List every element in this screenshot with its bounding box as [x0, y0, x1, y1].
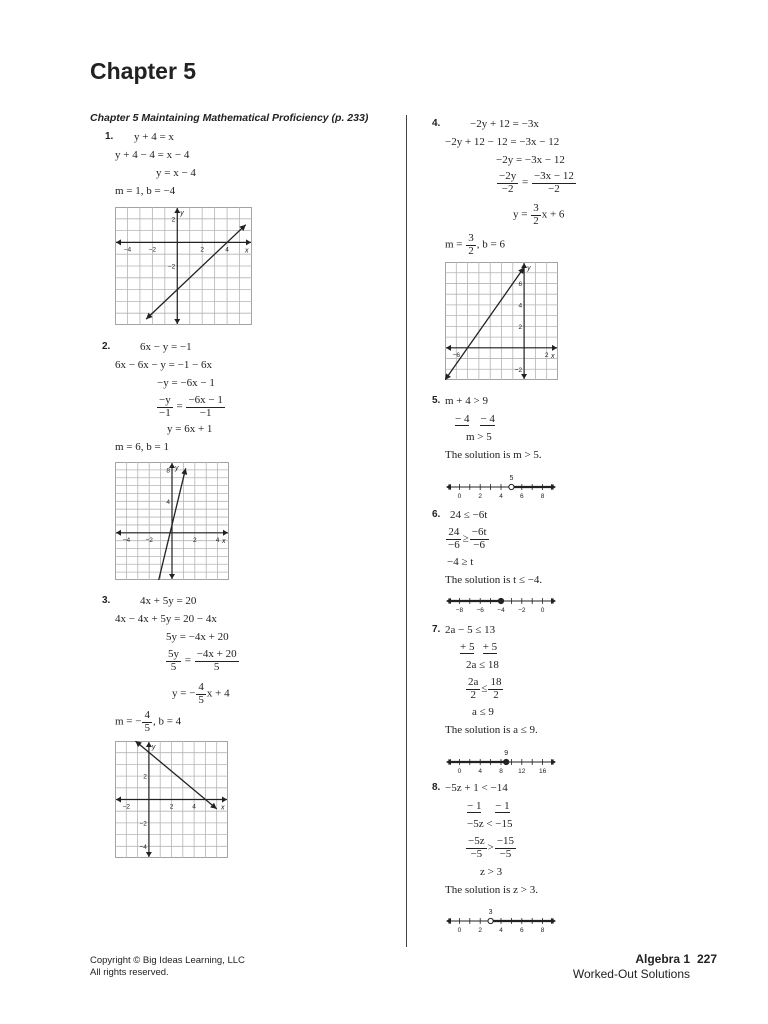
copyright-text: Copyright © Big Ideas Learning, LLC [90, 955, 245, 966]
problem-1-line-1: y + 4 = x [134, 131, 174, 143]
problem-6-solution: The solution is t ≤ −4. [445, 574, 543, 586]
number-line-arrow [446, 598, 451, 604]
endpoint-label: 9 [504, 750, 509, 757]
problem-4-line-2: −2y + 12 − 12 = −3x − 12 [445, 136, 560, 148]
problem-6-number: 6. [432, 509, 441, 520]
problem-6-line-1: 24 ≤ −6t [450, 509, 488, 521]
y-tick-label: 2 [143, 773, 147, 781]
number-line-arrow [551, 759, 556, 765]
number-line-tick-label: 2 [478, 927, 483, 934]
problem-1-line-2: y + 4 − 4 = x − 4 [115, 149, 190, 161]
y-tick-label: 4 [166, 498, 170, 506]
endpoint-label: 5 [509, 475, 514, 482]
problem-8-line-3: −5z < −15 [467, 818, 513, 830]
x-tick-label: −6 [452, 351, 461, 359]
problem-5-line-3: m > 5 [466, 431, 492, 443]
y-axis-label: y [527, 265, 531, 272]
problem-4-line-3: −2y = −3x − 12 [496, 154, 565, 166]
problem-1-line-4: m = 1, b = −4 [115, 185, 176, 197]
problem-8-line-1: −5z + 1 < −14 [445, 782, 508, 794]
number-line-tick-label: 4 [499, 493, 503, 500]
y-tick-label: −2 [167, 263, 176, 271]
number-line-tick-label: 4 [478, 768, 483, 775]
x-tick-label: −4 [122, 536, 131, 544]
problem-6-number-line [445, 590, 557, 614]
x-axis-label: x [551, 352, 555, 360]
problem-3-slope-line: y = − $\frac{4}{5}$ x + 4 [172, 681, 230, 706]
number-line-arrow [551, 598, 556, 604]
problem-8-line-5: z > 3 [480, 866, 503, 878]
problem-2-number: 2. [102, 341, 111, 352]
y-tick-label: −2 [139, 820, 147, 828]
problem-4-fraction-line: $\frac{-2y}{-2}$ = $\frac{-3x - 12}{-2}$ [499, 170, 574, 195]
y-tick-label: 2 [518, 323, 523, 331]
problem-5-line-2: − 4 − 4 [455, 413, 495, 425]
problem-3-graph [115, 741, 228, 858]
solution-endpoint [509, 484, 514, 489]
number-line-tick-label: 16 [538, 768, 547, 775]
problem-3-mb-line: m = − $\frac{4}{5}$ , b = 4 [115, 709, 182, 734]
x-tick-label: 4 [192, 803, 196, 811]
number-line-tick-label: 8 [540, 927, 545, 934]
number-line-tick-label: 2 [478, 493, 483, 500]
problem-6-line-3: −4 ≥ t [447, 556, 474, 568]
y-tick-label: 2 [171, 216, 176, 224]
number-line-tick-label: −4 [497, 607, 505, 614]
number-line-arrow [446, 484, 451, 490]
problem-4-number: 4. [432, 118, 441, 129]
book-title: Algebra 1 [635, 952, 690, 966]
problem-5-solution: The solution is m > 5. [445, 449, 542, 461]
number-line-arrow [446, 759, 451, 765]
footer-copyright [90, 955, 245, 979]
x-axis-label: x [222, 537, 226, 545]
number-line-tick-label: 0 [457, 768, 462, 775]
problem-4-graph [445, 262, 558, 380]
y-tick-label: 4 [518, 302, 523, 310]
problem-8-fraction-line: $\frac{-5z}{-5}$ > $\frac{-15}{-5}$ [468, 835, 515, 860]
number-line-tick-label: 6 [519, 927, 524, 934]
problem-5-line-1: m + 4 > 9 [445, 395, 488, 407]
problem-8-number-line [445, 898, 557, 934]
x-tick-label: 4 [225, 246, 229, 254]
problem-8-number: 8. [432, 782, 441, 793]
number-line-tick-label: 0 [540, 607, 545, 614]
section-heading: Chapter 5 Maintaining Mathematical Proficiency (p. 233) [90, 112, 369, 124]
page-number: 227 [697, 952, 718, 966]
y-tick-label: −2 [514, 366, 523, 374]
x-tick-label: 2 [192, 536, 197, 544]
problem-2-line-3: −y = −6x − 1 [157, 377, 215, 389]
x-tick-label: −2 [148, 246, 157, 254]
x-axis-label: x [245, 247, 249, 255]
number-line-arrow [551, 918, 556, 924]
problem-7-fraction-line: $\frac{2a}{2}$ ≤ $\frac{18}{2}$ [468, 676, 502, 701]
problem-2-line-2: 6x − 6x − y = −1 − 6x [115, 359, 213, 371]
problem-4-mb-line: m = $\frac{3}{2}$ , b = 6 [445, 232, 505, 257]
number-line-tick-label: 12 [518, 768, 526, 775]
chapter-title: Chapter 5 [90, 58, 197, 84]
book-subtitle: Worked-Out Solutions [572, 967, 690, 981]
number-line-tick-label: 0 [457, 927, 462, 934]
problem-7-line-5: a ≤ 9 [472, 706, 494, 718]
column-divider [406, 115, 407, 947]
problem-8-solution: The solution is z > 3. [445, 884, 538, 896]
problem-5-number: 5. [432, 395, 441, 406]
problem-2-line-1: 6x − y = −1 [140, 341, 192, 353]
number-line-tick-label: 4 [499, 927, 503, 934]
number-line-tick-label: −6 [476, 607, 484, 614]
y-tick-label: 8 [166, 467, 170, 475]
problem-3-fraction-line: $\frac{5y}{5}$ = $\frac{-4x + 20}{5}$ [168, 648, 237, 673]
number-line-tick-label: −8 [455, 607, 464, 614]
solution-endpoint [498, 598, 503, 603]
problem-2-line-6: m = 6, b = 1 [115, 441, 169, 453]
x-tick-label: 4 [215, 536, 220, 544]
problem-1-graph [115, 207, 252, 325]
problem-3-line-2: 4x − 4x + 5y = 20 − 4x [115, 613, 217, 625]
problem-2-graph [115, 462, 229, 580]
problem-4-line-1: −2y + 12 = −3x [470, 118, 539, 130]
problem-3-line-1: 4x + 5y = 20 [140, 595, 197, 607]
problem-8-line-2: − 1 − 1 [467, 800, 510, 812]
problem-3-number: 3. [102, 595, 111, 606]
number-line-tick-label: −2 [518, 607, 526, 614]
problem-2-fraction-line: $\frac{-y}{-1}$ = $\frac{-6x - 1}{-1}$ [159, 394, 223, 419]
y-tick-label: −4 [139, 843, 147, 851]
solution-endpoint [488, 918, 493, 923]
problem-5-number-line [445, 464, 557, 500]
y-axis-label: y [180, 210, 184, 217]
problem-7-line-1: 2a − 5 ≤ 13 [445, 624, 496, 636]
number-line-arrow [551, 484, 556, 490]
problem-6-fraction-line: $\frac{24}{-6}$ ≥ $\frac{-6t}{-6}$ [448, 526, 487, 551]
problem-1-number: 1. [105, 131, 114, 142]
y-axis-label: y [151, 744, 156, 751]
x-tick-label: −4 [123, 246, 132, 254]
rights-text: All rights reserved. [90, 967, 169, 978]
number-line-tick-label: 6 [519, 493, 524, 500]
y-tick-label: 6 [518, 280, 523, 288]
problem-7-solution: The solution is a ≤ 9. [445, 724, 538, 736]
problem-1-line-3: y = x − 4 [156, 167, 196, 179]
endpoint-label: 3 [488, 909, 493, 916]
x-tick-label: 2 [544, 351, 549, 359]
problem-7-line-3: 2a ≤ 18 [466, 659, 499, 671]
x-axis-label: x [221, 804, 225, 812]
problem-2-line-5: y = 6x + 1 [167, 423, 213, 435]
problem-3-line-3: 5y = −4x + 20 [166, 631, 229, 643]
problem-7-number-line [445, 739, 557, 775]
number-line-tick-label: 0 [457, 493, 462, 500]
x-tick-label: −2 [145, 536, 153, 544]
number-line-tick-label: 8 [499, 768, 503, 775]
solution-endpoint [504, 759, 509, 764]
number-line-arrow [446, 918, 451, 924]
x-tick-label: 2 [200, 246, 204, 254]
problem-7-number: 7. [432, 624, 441, 635]
x-tick-label: 2 [169, 803, 174, 811]
y-axis-label: y [175, 465, 179, 472]
footer-book-info [545, 952, 690, 982]
problem-7-line-2: + 5 + 5 [460, 641, 498, 653]
problem-4-slope-line: y = $\frac{3}{2}$ x + 6 [513, 202, 565, 227]
x-tick-label: −2 [122, 803, 131, 811]
number-line-tick-label: 8 [540, 493, 545, 500]
